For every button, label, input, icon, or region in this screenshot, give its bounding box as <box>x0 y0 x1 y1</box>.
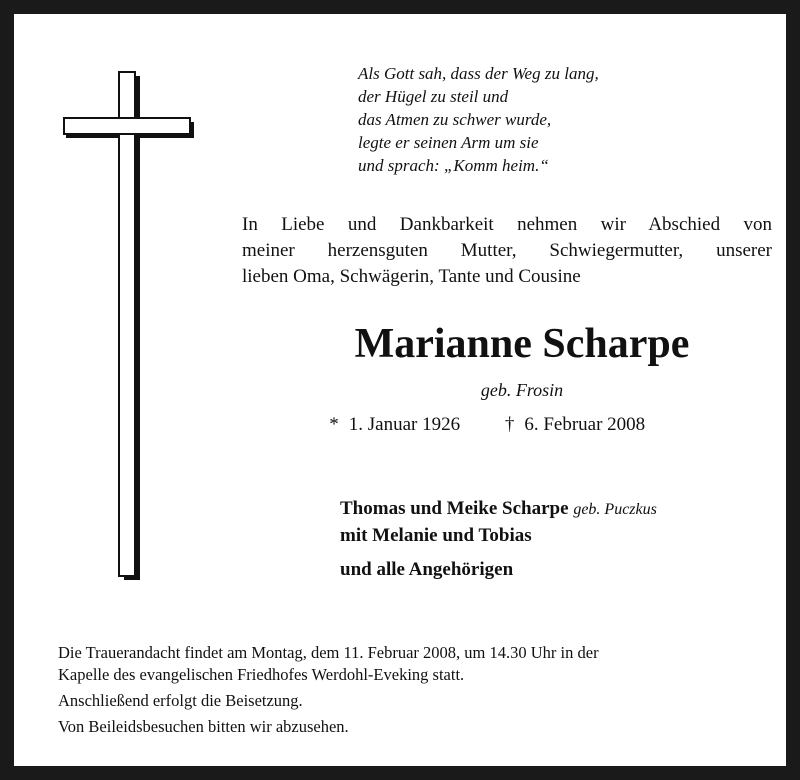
maiden-name: geb. Frosin <box>480 380 564 400</box>
death-cross-icon: † <box>504 414 515 435</box>
mourner-names: Thomas und Meike Scharpe <box>340 498 569 519</box>
cross-icon <box>62 70 196 582</box>
deceased-name: Marianne Scharpe <box>354 321 690 367</box>
birth-star-icon: * <box>329 414 339 435</box>
poem-line: der Hügel zu steil und <box>358 87 509 106</box>
mourner-line <box>340 496 780 523</box>
service-info <box>58 642 778 738</box>
mourners <box>340 496 780 583</box>
mourner-line: mit Melanie und Tobias <box>340 525 532 546</box>
intro-line: lieben Oma, Schwägerin, Tante und Cousine <box>242 266 581 287</box>
birth-date: 1. Januar 1926 <box>348 414 461 435</box>
service-line: Kapelle des evangelischen Friedhofes Werdohl-Eveking statt. <box>58 665 465 684</box>
life-dates <box>324 412 744 438</box>
intro-line: meiner herzensguten Mutter, Schwiegermutter, unserer <box>242 240 772 261</box>
mourner-line: und alle Angehörigen <box>340 559 514 580</box>
service-line: Die Trauerandacht findet am Montag, dem 11. Februar 2008, um 14.30 Uhr in der <box>58 643 599 662</box>
service-line: Anschließend erfolgt die Beisetzung. <box>58 691 303 710</box>
intro-text <box>242 212 772 290</box>
poem-line: Als Gott sah, dass der Weg zu lang, <box>358 64 599 83</box>
poem-line: das Atmen zu schwer wurde, <box>358 110 552 129</box>
service-line: Von Beileidsbesuchen bitten wir abzusehen. <box>58 717 349 736</box>
poem <box>358 62 778 177</box>
intro-line: In Liebe und Dankbarkeit nehmen wir Abschied von <box>242 214 772 235</box>
death-date: 6. Februar 2008 <box>524 414 646 435</box>
poem-line: und sprach: „Komm heim.“ <box>358 156 549 175</box>
poem-line: legte er seinen Arm um sie <box>358 133 539 152</box>
mourner-maiden-name: geb. Puczkus <box>573 501 657 518</box>
